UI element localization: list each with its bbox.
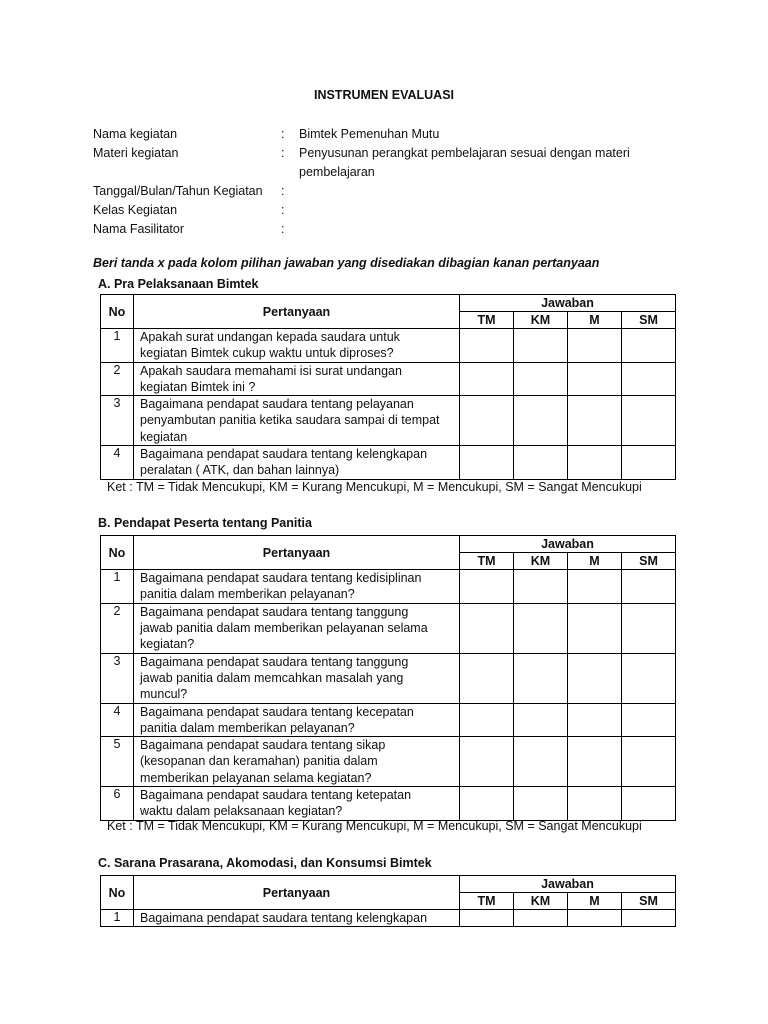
answer-cell-km[interactable] [514,653,568,703]
answer-cell-km[interactable] [514,603,568,653]
info-row [93,144,673,163]
info-colon [281,163,299,182]
question-text: Bagaimana pendapat saudara tentang ketepatan waktu dalam pelaksanaan kegiatan? [134,787,460,821]
table-row [101,446,676,480]
answer-cell-m[interactable] [568,737,622,787]
table-row [101,603,676,653]
table-row [101,653,676,703]
row-number: 6 [101,787,134,821]
answer-cell-sm[interactable] [622,396,676,446]
answer-cell-sm[interactable] [622,787,676,821]
table-row [101,703,676,737]
info-value [299,201,671,220]
row-number: 5 [101,737,134,787]
answer-cell-sm[interactable] [622,737,676,787]
table-row [101,787,676,821]
header-option-m: M [568,893,622,910]
answer-cell-m[interactable] [568,787,622,821]
answer-cell-m[interactable] [568,329,622,363]
info-value [299,220,671,239]
header-no: No [101,876,134,910]
answer-cell-tm[interactable] [460,396,514,446]
answer-cell-sm[interactable] [622,446,676,480]
question-table [100,294,676,480]
answer-cell-sm[interactable] [622,570,676,604]
answer-cell-sm[interactable] [622,329,676,363]
answer-cell-m[interactable] [568,446,622,480]
info-value: Penyusunan perangkat pembelajaran sesuai dengan materi [299,146,630,160]
question-text: Bagaimana pendapat saudara tentang kecepatan panitia dalam memberikan pelayanan? [134,703,460,737]
info-label: Materi kegiatan [93,146,179,160]
info-label: Nama kegiatan [93,127,178,141]
answer-cell-sm[interactable] [622,703,676,737]
answer-cell-m[interactable] [568,703,622,737]
question-text: Bagaimana pendapat saudara tentang kelengkapan [134,910,460,927]
question-text: Apakah saudara memahami isi surat undangan kegiatan Bimtek ini ? [134,362,460,396]
answer-cell-sm[interactable] [622,362,676,396]
header-no: No [101,536,134,570]
table-row [101,362,676,396]
row-number: 4 [101,703,134,737]
info-row [93,201,673,220]
header-answer: Jawaban [460,295,676,312]
answer-cell-tm[interactable] [460,653,514,703]
answer-cell-tm[interactable] [460,737,514,787]
row-number: 2 [101,603,134,653]
answer-cell-tm[interactable] [460,446,514,480]
table-row [101,910,676,927]
answer-cell-km[interactable] [514,737,568,787]
info-value [299,182,671,201]
answer-cell-m[interactable] [568,603,622,653]
header-option-tm: TM [460,553,514,570]
info-row [93,182,673,201]
table-row [101,396,676,446]
legend-text: Ket : TM = Tidak Mencukupi, KM = Kurang Mencukupi, M = Mencukupi, SM = Sangat Mencukupi [107,819,642,833]
info-label [93,163,281,182]
answer-cell-tm[interactable] [460,570,514,604]
question-table [100,535,676,821]
header-option-km: KM [514,312,568,329]
answer-cell-m[interactable] [568,570,622,604]
answer-cell-tm[interactable] [460,362,514,396]
info-colon: : [281,184,285,198]
question-text: Bagaimana pendapat saudara tentang tanggung jawab panitia dalam memberikan pelayanan selama kegiatan? [134,603,460,653]
row-number: 2 [101,362,134,396]
section-title-a: A. Pra Pelaksanaan Bimtek [98,277,259,291]
header-option-km: KM [514,553,568,570]
header-option-sm: SM [622,553,676,570]
question-text: Bagaimana pendapat saudara tentang sikap (kesopanan dan keramahan) panitia dalam memberikan pelayanan selama kegiatan? [134,737,460,787]
answer-cell-km[interactable] [514,787,568,821]
section-title-b: B. Pendapat Peserta tentang Panitia [98,516,312,530]
row-number: 1 [101,910,134,927]
answer-cell-tm[interactable] [460,703,514,737]
header-option-sm: SM [622,312,676,329]
row-number: 1 [101,570,134,604]
answer-cell-sm[interactable] [622,910,676,927]
question-text: Bagaimana pendapat saudara tentang kedisiplinan panitia dalam memberikan pelayanan? [134,570,460,604]
info-value: pembelajaran [299,165,375,179]
question-text: Bagaimana pendapat saudara tentang pelayanan penyambutan panitia ketika saudara sampai di tempat kegiatan [134,396,460,446]
answer-cell-m[interactable] [568,653,622,703]
question-text: Bagaimana pendapat saudara tentang kelengkapan peralatan ( ATK, dan bahan lainnya) [134,446,460,480]
table-row [101,329,676,363]
header-option-tm: TM [460,893,514,910]
answer-cell-m[interactable] [568,396,622,446]
answer-cell-tm[interactable] [460,910,514,927]
info-colon: : [281,222,285,236]
activity-info [93,125,673,239]
header-answer: Jawaban [460,536,676,553]
answer-cell-km[interactable] [514,446,568,480]
answer-cell-tm[interactable] [460,329,514,363]
instruction-text: Beri tanda x pada kolom pilihan jawaban yang disediakan dibagian kanan pertanyaan [93,256,600,270]
table-row [101,737,676,787]
info-colon: : [281,203,285,217]
question-text: Apakah surat undangan kepada saudara untuk kegiatan Bimtek cukup waktu untuk diproses? [134,329,460,363]
answer-cell-km[interactable] [514,570,568,604]
info-label: Kelas Kegiatan [93,203,178,217]
answer-cell-km[interactable] [514,703,568,737]
answer-cell-m[interactable] [568,910,622,927]
row-number: 3 [101,653,134,703]
row-number: 1 [101,329,134,363]
header-question: Pertanyaan [134,876,460,910]
answer-cell-tm[interactable] [460,603,514,653]
answer-cell-km[interactable] [514,362,568,396]
answer-cell-sm[interactable] [622,653,676,703]
info-row [93,220,673,239]
header-option-tm: TM [460,312,514,329]
answer-cell-tm[interactable] [460,787,514,821]
answer-cell-km[interactable] [514,329,568,363]
question-text: Bagaimana pendapat saudara tentang tanggung jawab panitia dalam memcahkan masalah yang muncul? [134,653,460,703]
header-option-m: M [568,312,622,329]
question-table [100,875,676,927]
info-row [93,163,673,182]
row-number: 4 [101,446,134,480]
answer-cell-km[interactable] [514,396,568,446]
info-label: Nama Fasilitator [93,222,184,236]
info-label: Tanggal/Bulan/Tahun Kegiatan [93,184,263,198]
info-colon: : [281,146,285,160]
header-option-m: M [568,553,622,570]
header-option-sm: SM [622,893,676,910]
header-no: No [101,295,134,329]
info-row [93,125,673,144]
answer-cell-sm[interactable] [622,603,676,653]
table-row [101,570,676,604]
answer-cell-km[interactable] [514,910,568,927]
row-number: 3 [101,396,134,446]
header-answer: Jawaban [460,876,676,893]
document-title: INSTRUMEN EVALUASI [313,88,455,102]
info-value: Bimtek Pemenuhan Mutu [299,127,440,141]
legend-text: Ket : TM = Tidak Mencukupi, KM = Kurang Mencukupi, M = Mencukupi, SM = Sangat Mencukupi [107,480,642,494]
header-question: Pertanyaan [134,536,460,570]
header-question: Pertanyaan [134,295,460,329]
section-title-c: C. Sarana Prasarana, Akomodasi, dan Konsumsi Bimtek [98,856,432,870]
answer-cell-m[interactable] [568,362,622,396]
header-option-km: KM [514,893,568,910]
info-colon: : [281,127,285,141]
